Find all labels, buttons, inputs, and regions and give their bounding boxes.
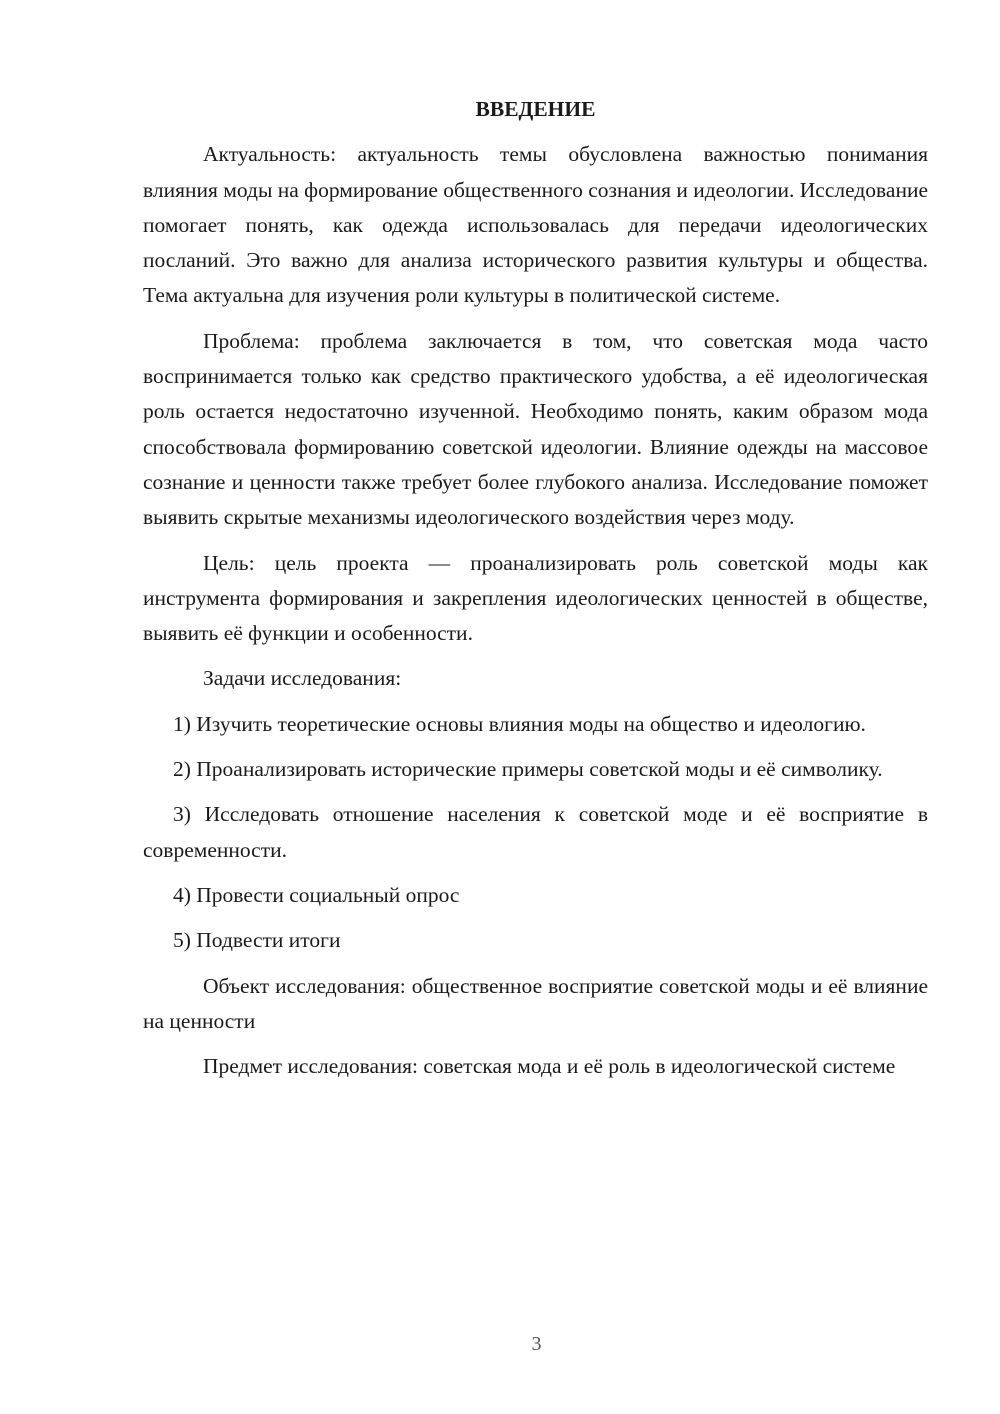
problem-paragraph: Проблема: проблема заключается в том, что советская мода часто воспринимается только как средство практического удобства, а её идеологическая роль остается недостаточно изученной. Необходимо понять, каким образом мода способствовала формированию советской идеологии. Влияние одежды на массовое сознание и ценности также требует более глубокого анализа. Исследование поможет выявить скрытые механизмы идеологического воздействия через моду. <box>143 328 928 530</box>
tasks-heading: Задачи исследования: <box>203 666 402 691</box>
task-item: 1) Изучить теоретические основы влияния моды на общество и идеологию. <box>173 711 866 736</box>
task-item: 3) Исследовать отношение населения к советской моде и её восприятие в современности. <box>143 802 928 862</box>
task-item: 2) Проанализировать исторические примеры советской моды и её символику. <box>173 757 883 782</box>
task-item: 5) Подвести итоги <box>173 928 341 953</box>
section-title: ВВЕДЕНИЕ <box>475 97 596 121</box>
object-paragraph: Объект исследования: общественное восприятие советской моды и её влияние на ценности <box>143 973 928 1033</box>
relevance-paragraph: Актуальность: актуальность темы обусловлена важностью понимания влияния моды на формирование общественного сознания и идеологии. Исследование помогает понять, как одежда использовалась для передачи идеологических посланий. Это важно для анализа исторического развития культуры и общества. Тема актуальна для изучения роли культуры в политической системе. <box>143 142 929 308</box>
task-item: 4) Провести социальный опрос <box>173 882 460 907</box>
goal-paragraph: Цель: цель проекта — проанализировать роль советской моды как инструмента формирования и закрепления идеологических ценностей в обществе, выявить её функции и особенности. <box>143 550 928 646</box>
subject-paragraph: Предмет исследования: советская мода и её роль в идеологической системе <box>203 1054 896 1079</box>
page-content <box>143 92 928 1094</box>
page-number: 3 <box>531 1333 542 1355</box>
